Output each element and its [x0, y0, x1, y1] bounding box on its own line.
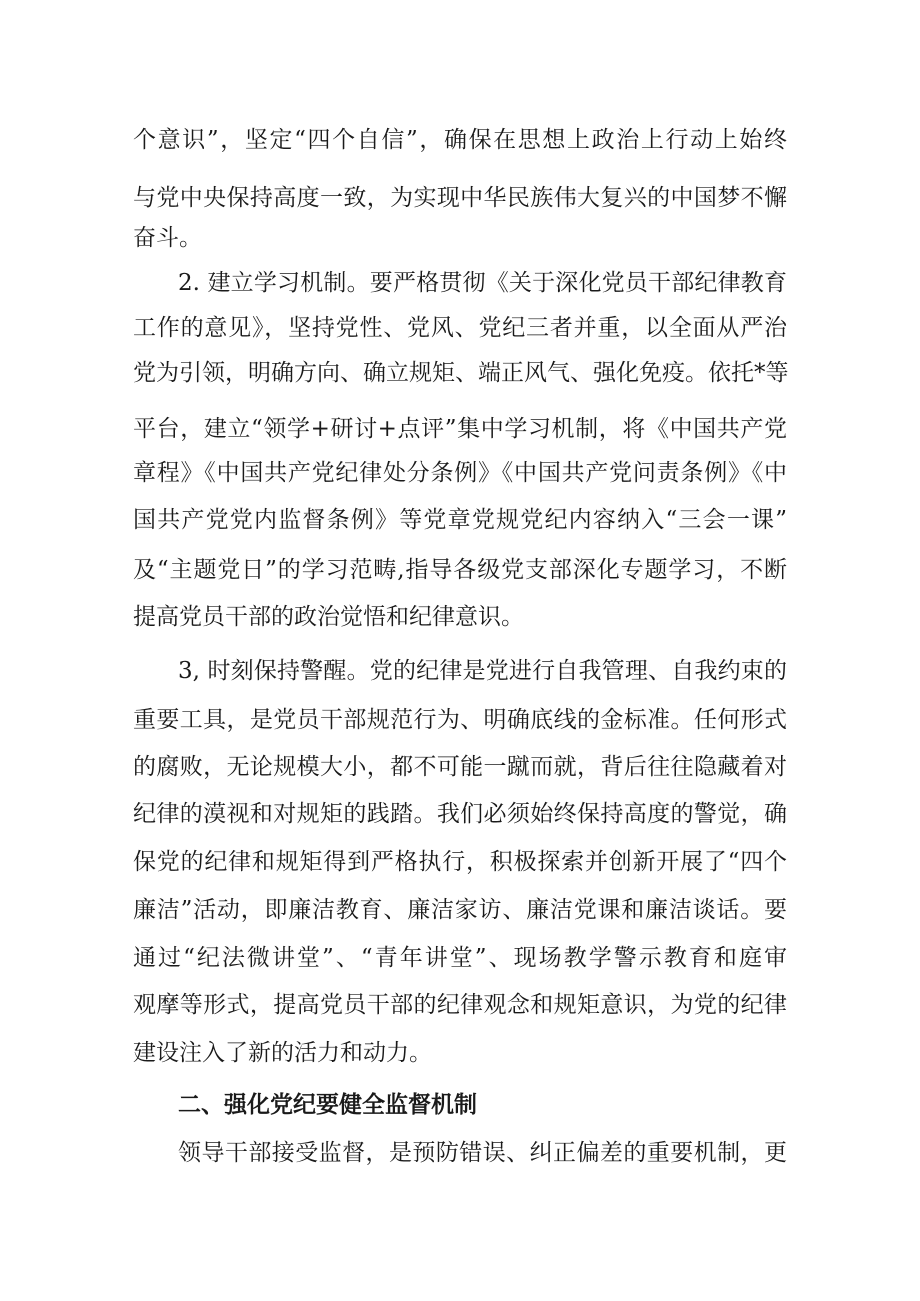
paragraph-1-line-3: 奋斗。 [133, 225, 202, 251]
paragraph-3-line-5: 保党的纪律和规矩得到严格执行，积极探索并创新开展了“四个 [133, 849, 787, 875]
paragraph-2-line-4: 平台，建立“领学+研讨+点评”集中学习机制，将《中国共产党 [133, 416, 787, 442]
paragraph-3-line-7: 通过“纪法微讲堂”、“青年讲堂”、现场教学警示教育和庭审 [133, 945, 787, 971]
paragraph-2-line-6: 国共产党党内监督条例》等党章党规党纪内容纳入“三会一课” [133, 507, 787, 533]
paragraph-3-line-1: 3, 时刻保持警醒。党的纪律是党进行自我管理、自我约束的 [178, 658, 787, 684]
paragraph-3-line-3: 的腐败，无论规模大小，都不可能一蹴而就，背后往往隐藏着对 [133, 754, 787, 780]
paragraph-2-line-3: 党为引领，明确方向、确立规矩、端正风气、强化免疫。依托*等 [133, 360, 789, 386]
paragraph-2-line-1: 2. 建立学习机制。要严格贯彻《关于深化党员干部纪律教育 [178, 270, 787, 296]
paragraph-3-line-8: 观摩等形式，提高党员干部的纪律观念和规矩意识，为党的纪律 [133, 992, 787, 1018]
paragraph-2-line-5: 章程》《中国共产党纪律处分条例》《中国共产党问责条例》《中 [133, 460, 787, 486]
paragraph-4-line-1: 领导干部接受监督，是预防错误、纠正偏差的重要机制，更 [178, 1140, 787, 1166]
paragraph-3-line-6: 廉洁”活动，即廉洁教育、廉洁家访、廉洁党课和廉洁谈话。要 [133, 897, 787, 923]
paragraph-3-line-4: 纪律的漠视和对规矩的践踏。我们必须始终保持高度的警觉，确 [133, 801, 787, 827]
paragraph-2-line-7: 及“主题党日”的学习范畴,指导各级党支部深化专题学习，不断 [133, 557, 787, 583]
paragraph-3-line-2: 重要工具，是党员干部规范行为、明确底线的金标准。任何形式 [133, 707, 787, 733]
section-heading: 二、强化党纪要健全监督机制 [178, 1092, 477, 1118]
paragraph-2-line-8: 提高党员干部的政治觉悟和纪律意识。 [133, 604, 524, 630]
paragraph-1-line-2: 与党中央保持高度一致，为实现中华民族伟大复兴的中国梦不懈 [133, 185, 787, 211]
paragraph-1-line-1: 个意识”，坚定“四个自信”，确保在思想上政治上行动上始终 [133, 127, 787, 153]
paragraph-2-line-2: 工作的意见》，坚持党性、党风、党纪三者并重，以全面从严治 [133, 315, 787, 341]
paragraph-3-line-9: 建设注入了新的活力和动力。 [133, 1040, 432, 1066]
